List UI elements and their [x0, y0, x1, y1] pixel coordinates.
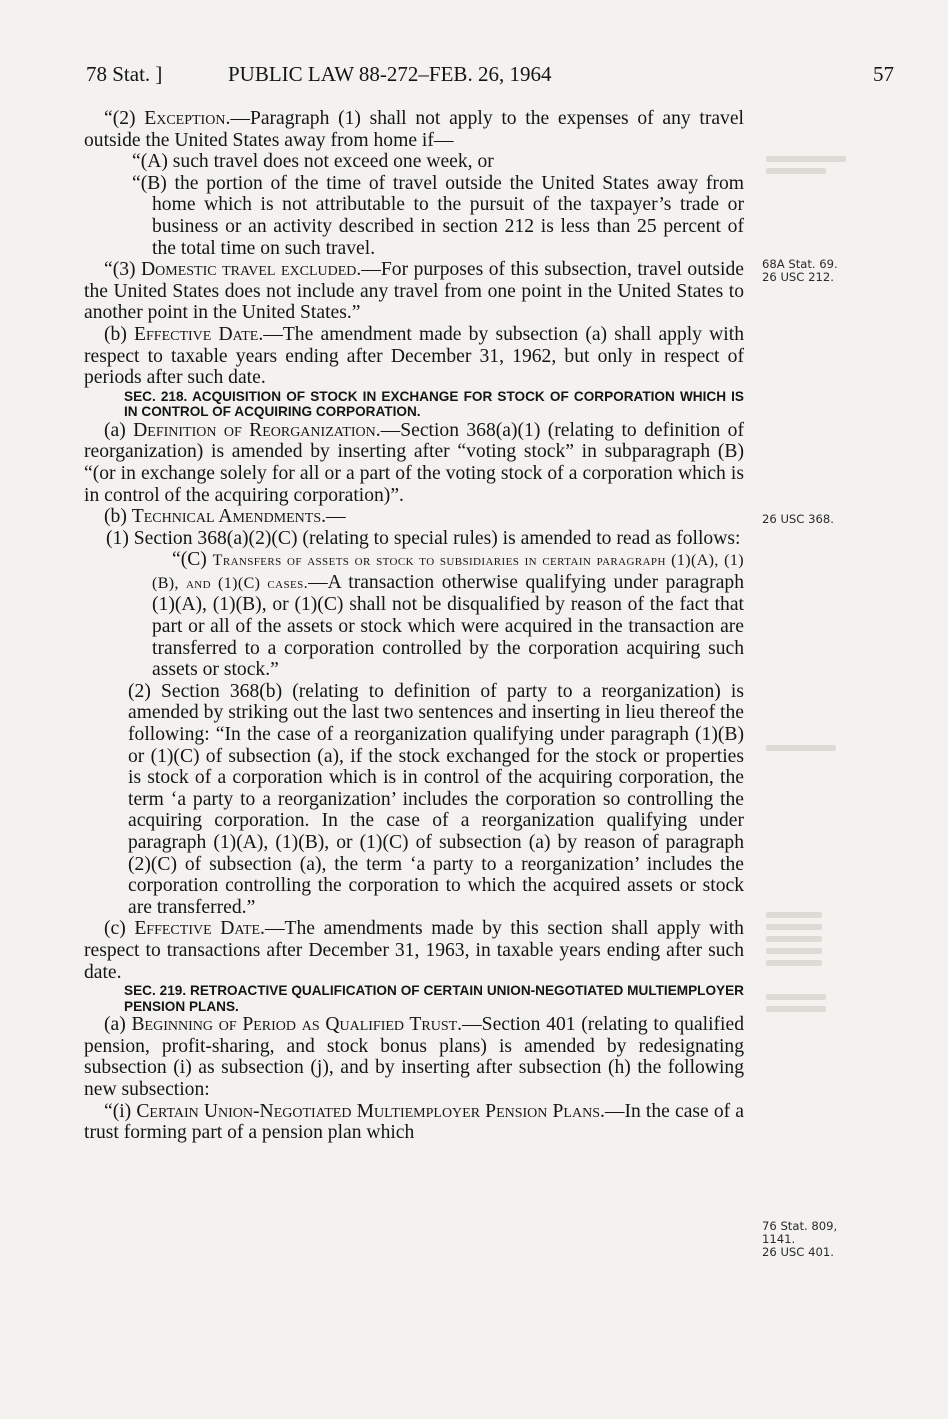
paragraph-effective-date-217: (b) Effective Date.—The amendment made by subsection (a) shall apply with respect to taxable years ending after December 31, 1962, but only in respect of periods after such date.: [84, 323, 744, 389]
paragraph-218-effective-date: (c) Effective Date.—The amendments made by this section shall apply with respect to transactions after December 31, 1963, in taxable years ending after such date.: [84, 918, 744, 983]
show-through-mark: [766, 924, 822, 930]
domestic-travel-heading: Domestic travel excluded.: [141, 259, 362, 281]
technical-amendments-heading: Technical Amendments.: [131, 506, 327, 528]
margin-note-line: 68A Stat. 69.: [762, 257, 838, 271]
show-through-mark: [766, 948, 822, 954]
paragraph-exception: “(2) Exception.—Paragraph (1) shall not apply to the expenses of any travel outside the United States away from home if—: [84, 108, 744, 151]
margin-note-line: 1141.: [762, 1232, 796, 1246]
effective-date-218-heading: Effective Date.: [134, 918, 265, 940]
section-218-heading: SEC. 218. ACQUISITION OF STOCK IN EXCHANGE FOR STOCK OF CORPORATION WHICH IS IN CONTROL OF ACQUIRING CORPORATION.: [124, 388, 744, 420]
running-title: PUBLIC LAW 88-272–FEB. 26, 1964: [228, 62, 552, 86]
margin-note-line: 26 USC 212.: [762, 270, 834, 284]
show-through-mark: [766, 936, 822, 942]
paragraph-219a: (a) Beginning of Period as Qualified Trust.—Section 401 (relating to qualified pension, profit-sharing, and stock bonus plans) is amended by redesignating subsection (i) as subsection (j), and by inserting after subsection (h) the following new subsection:: [84, 1014, 744, 1100]
page-number: 57: [873, 62, 894, 86]
paragraph-218b2: (2) Section 368(b) (relating to definition of party to a reorganization) is amended by striking out the last two sentences and inserting in lieu thereof the following: “In the case of a reorganization qualifying under paragraph (1)(B) or (1)(C) of subsection (a), if the stock exchanged for the stock or properties is stock of a corporation which is in control of the acquiring corporation, the term ‘a party to a reorganization’ includes the corporation so controlling the acquiring corporation. In the case of a reorganization qualifying under paragraph (1)(A), (1)(B), or (1)(C) of subsection (a) by reason of paragraph (2)(C) of subsection (a), the term ‘a party to a reorganization’ includes the corporation controlling the corporation to which the acquired assets or stock are transferred.”: [128, 680, 744, 918]
margin-note-line: 76 Stat. 809,: [762, 1219, 838, 1233]
margin-note-line: 26 USC 401.: [762, 1245, 834, 1259]
margin-note-368: [762, 513, 882, 526]
page-header: [86, 58, 894, 90]
qualified-trust-heading: Beginning of Period as Qualified Trust.: [131, 1014, 463, 1036]
show-through-mark: [766, 168, 826, 174]
paragraph-219i: “(i) Certain Union-Negotiated Multiemployer Pension Plans.—In the case of a trust forming part of a pension plan which: [84, 1100, 744, 1144]
show-through-mark: [766, 960, 822, 966]
paragraph-218a: (a) Definition of Reorganization.—Section 368(a)(1) (relating to definition of reorganization) is amended by inserting after “voting stock” in subparagraph (B) “(or in exchange solely for all or a part of the voting stock of a corporation which is in control of the acquiring corporation)”.: [84, 419, 744, 506]
show-through-mark: [766, 156, 846, 162]
paragraph-218c-quote: “(C) Transfers of assets or stock to subsidiaries in certain paragraph (1)(A), (1)(B), and (1)(C) cases.—A transaction otherwise qualifying under paragraph (1)(A), (1)(B), or (1)(C) shall not be disqualified by reason of the fact that part or all of the assets or stock which were acquired in the transaction are transferred to a corporation controlled by the corporation acquiring such assets or stock.”: [152, 549, 744, 681]
definition-heading: Definition of Reorganization.: [133, 419, 381, 441]
multiemployer-heading: Certain Union-Negotiated Multiemployer Pension Plans.: [136, 1100, 605, 1122]
section-219-heading: SEC. 219. RETROACTIVE QUALIFICATION OF CERTAIN UNION-NEGOTIATED MULTIEMPLOYER PENSION PLANS.: [124, 983, 744, 1014]
paragraph-domestic-travel: “(3) Domestic travel excluded.—For purposes of this subsection, travel outside the United States does not include any travel from one point in the United States to another point in the United States.”: [84, 259, 744, 324]
margin-note-212: [762, 258, 882, 284]
show-through-mark: [766, 994, 826, 1000]
show-through-mark: [766, 912, 822, 918]
paragraph-218b: (b) Technical Amendments.—: [104, 506, 346, 528]
clause-a: “(A) such travel does not exceed one week, or: [132, 151, 494, 173]
statute-body: [84, 108, 744, 1144]
margin-note-line: 26 USC 368.: [762, 512, 834, 526]
exception-heading: Exception.: [144, 108, 231, 129]
transfers-heading: Transfers of assets or stock to subsidiaries in certain paragraph (1)(A), (1)(B), and (1)(C) cases.: [152, 552, 744, 592]
effective-date-heading: Effective Date.: [134, 323, 264, 345]
paragraph-218b1: (1) Section 368(a)(2)(C) (relating to special rules) is amended to read as follows:: [106, 527, 741, 549]
show-through-mark: [766, 1006, 826, 1012]
show-through-mark: [766, 745, 836, 751]
statute-volume: 78 Stat. ]: [86, 62, 163, 86]
margin-note-401: [762, 1220, 882, 1259]
clause-b: “(B) the portion of the time of travel outside the United States away from home which is not attributable to the pursuit of the taxpayer’s trade or business or an activity described in section 212 is less than 25 percent of the total time on such travel.: [132, 172, 744, 259]
